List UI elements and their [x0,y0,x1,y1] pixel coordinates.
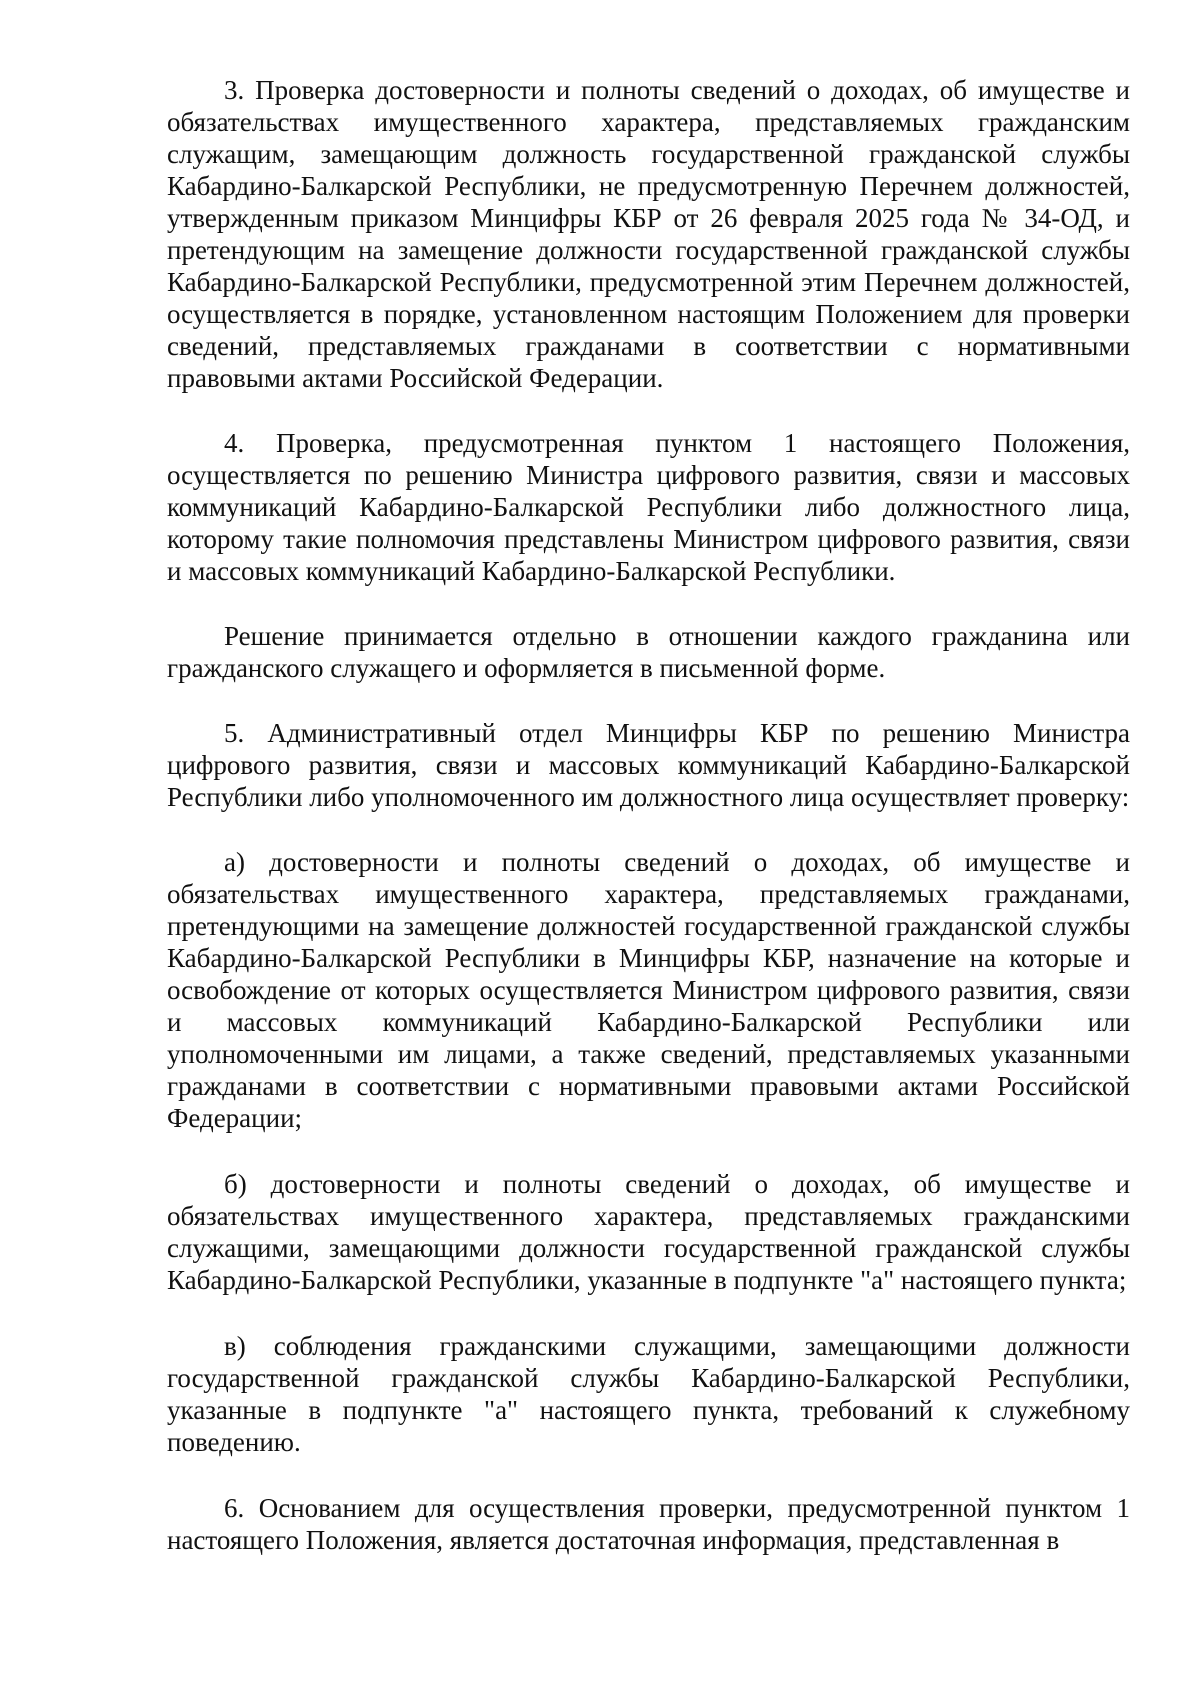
paragraph-3: 3. Проверка достоверности и полноты сведений о доходах, об имуществе и обязательствах имущественного характера, представляемых гражданским служащим, замещающим должность государственной гражданской службы Кабардино-Балкарской Республики, не предусмотренную Перечнем должностей, утвержденным приказом Минцифры КБР от 26 февраля 2025 года № 34-ОД, и претендующим на замещение должности государственной гражданской службы Кабардино-Балкарской Республики, предусмотренной этим Перечнем должностей, осуществляется в порядке, установленном настоящим Положением для проверки сведений, представляемых гражданами в соответствии с нормативными правовыми актами Российской Федерации. [167,75,1130,393]
paragraph-4: 4. Проверка, предусмотренная пунктом 1 настоящего Положения, осуществляется по решению Министра цифрового развития, связи и массовых коммуникаций Кабардино-Балкарской Республики либо должностного лица, которому такие полномочия представлены Министром цифрового развития, связи и массовых коммуникаций Кабардино-Балкарской Республики. [167,428,1130,586]
paragraph-5: 5. Административный отдел Минцифры КБР по решению Министра цифрового развития, связи и массовых коммуникаций Кабардино-Балкарской Республики либо уполномоченного им должностного лица осуществляет проверку: [167,718,1130,812]
paragraph-5a: а) достоверности и полноты сведений о доходах, об имуществе и обязательствах имущественного характера, представляемых гражданами, претендующими на замещение должностей государственной гражданской службы Кабардино-Балкарской Республики в Минцифры КБР, назначение на которые и освобождение от которых осуществляется Министром цифрового развития, связи и массовых коммуникаций Кабардино-Балкарской Республики или уполномоченными им лицами, а также сведений, представляемых указанными гражданами в соответствии с нормативными правовыми актами Российской Федерации; [167,847,1130,1133]
paragraph-6: 6. Основанием для осуществления проверки, предусмотренной пунктом 1 настоящего Положения, является достаточная информация, представленная в [167,1493,1130,1555]
paragraph-5b: б) достоверности и полноты сведений о доходах, об имуществе и обязательствах имущественного характера, представляемых гражданскими служащими, замещающими должности государственной гражданской службы Кабардино-Балкарской Республики, указанные в подпункте "а" настоящего пункта; [167,1169,1130,1295]
paragraph-4-decision: Решение принимается отдельно в отношении каждого гражданина или гражданского служащего и оформляется в письменной форме. [167,621,1130,683]
paragraph-5v: в) соблюдения гражданскими служащими, замещающими должности государственной гражданской службы Кабардино-Балкарской Республики, указанные в подпункте "а" настоящего пункта, требований к служебному поведению. [167,1331,1130,1457]
